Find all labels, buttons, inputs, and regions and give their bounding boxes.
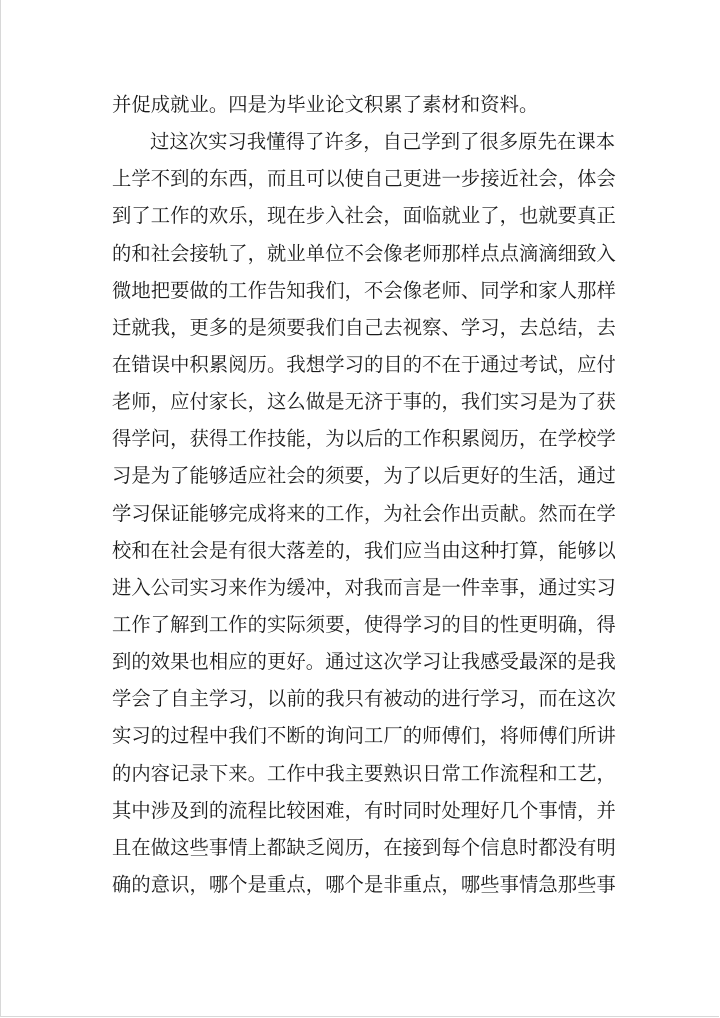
text-line: 迁就我，更多的是须要我们自己去视察、学习，去总结，去 bbox=[112, 315, 616, 339]
text-line: 到的效果也相应的更好。通过这次学习让我感受最深的是我 bbox=[112, 650, 616, 674]
paragraph-first-line: 过这次实习我懂得了许多，自己学到了很多原先在课本 bbox=[150, 130, 616, 154]
text-line: 的和社会接轨了，就业单位不会像老师那样点点滴滴细致入 bbox=[112, 241, 616, 265]
text-line: 微地把要做的工作告知我们，不会像老师、同学和家人那样 bbox=[112, 278, 616, 302]
text-line: 上学不到的东西，而且可以使自己更进一步接近社会，体会 bbox=[112, 167, 616, 191]
text-line: 工作了解到工作的实际须要，使得学习的目的性更明确，得 bbox=[112, 612, 616, 636]
body-text bbox=[112, 86, 632, 903]
text-line: 确的意识，哪个是重点，哪个是非重点，哪些事情急那些事 bbox=[112, 872, 616, 896]
text-line: 并促成就业。四是为毕业论文积累了素材和资料。 bbox=[112, 93, 539, 116]
text-line: 得学问，获得工作技能，为以后的工作积累阅历，在学校学 bbox=[112, 427, 616, 451]
text-line: 学会了自主学习，以前的我只有被动的进行学习，而在这次 bbox=[112, 687, 616, 711]
text-line: 进入公司实习来作为缓冲，对我而言是一件幸事，通过实习 bbox=[112, 575, 616, 599]
text-line: 到了工作的欢乐，现在步入社会，面临就业了，也就要真正 bbox=[112, 204, 616, 228]
text-line: 学习保证能够完成将来的工作，为社会作出贡献。然而在学 bbox=[112, 501, 616, 525]
text-line: 校和在社会是有很大落差的，我们应当由这种打算，能够以 bbox=[112, 538, 616, 562]
text-line: 实习的过程中我们不断的询问工厂的师傅们，将师傅们所讲 bbox=[112, 724, 616, 748]
text-line: 其中涉及到的流程比较困难，有时同时处理好几个事情，并 bbox=[112, 798, 616, 822]
text-line: 的内容记录下来。工作中我主要熟识日常工作流程和工艺， bbox=[112, 761, 616, 785]
text-line: 习是为了能够适应社会的须要，为了以后更好的生活，通过 bbox=[112, 464, 616, 488]
text-line: 在错误中积累阅历。我想学习的目的不在于通过考试，应付 bbox=[112, 352, 616, 376]
text-line: 且在做这些事情上都缺乏阅历，在接到每个信息时都没有明 bbox=[112, 835, 616, 859]
text-line: 老师，应付家长，这么做是无济于事的，我们实习是为了获 bbox=[112, 390, 616, 414]
